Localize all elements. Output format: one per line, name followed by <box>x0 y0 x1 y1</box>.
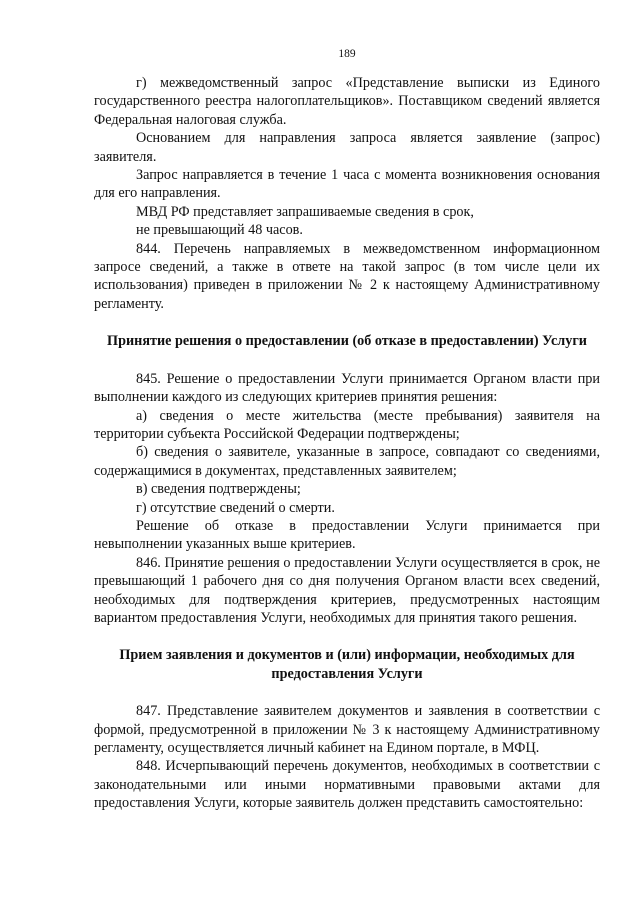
paragraph-criterion-v: в) сведения подтверждены; <box>136 481 301 498</box>
paragraph-refusal: Решение об отказе в предоставлении Услуги принимается при невыполнении указанных выше критериев. <box>94 517 600 553</box>
paragraph-mvd-deadline: не превышающий 48 часов. <box>136 222 303 239</box>
paragraph-848: 848. Исчерпывающий перечень документов, необходимых в соответствии с законодательными или иными нормативными правовыми актами для предоставления Услуги, которые заявитель должен представить самостоятельно: <box>94 758 600 812</box>
paragraph-844: 844. Перечень направляемых в межведомственном информационном запросе сведений, а также в ответе на такой запрос (в том числе цели их использования) приведен в приложении № 2 к настоящему Административному регламенту. <box>94 240 600 312</box>
paragraph-847: 847. Представление заявителем документов и заявления в соответствии с формой, предусмотренной в приложении № 3 к настоящему Административному регламенту, осуществляется личный кабинет на Едином портале, в МФЦ. <box>94 703 600 756</box>
paragraph-846: 846. Принятие решения о предоставлении Услуги осуществляется в срок, не превышающий 1 рабочего дня со дня получения Органом власти всех сведений, необходимых для подтверждения критериев, предусмотренных настоящим вариантом предоставления Услуги, необходимых для принятия такого решения. <box>94 554 600 626</box>
paragraph-845: 845. Решение о предоставлении Услуги принимается Органом власти при выполнении каждого из следующих критериев принятия решения: <box>94 370 600 406</box>
document-body <box>94 74 600 813</box>
paragraph-request-basis: Основанием для направления запроса является заявление (запрос) заявителя. <box>94 130 600 165</box>
paragraph-mvd-provides: МВД РФ представляет запрашиваемые сведения в срок, <box>136 203 474 220</box>
section-heading-application-intake: Прием заявления и документов и (или) информации, необходимых для предоставления Услуги <box>119 647 575 682</box>
section-heading-decision: Принятие решения о предоставлении (об отказе в предоставлении) Услуги <box>107 333 587 350</box>
paragraph-criterion-g: г) отсутствие сведений о смерти. <box>136 499 335 516</box>
paragraph-request-timing: Запрос направляется в течение 1 часа с момента возникновения основания для его направления. <box>94 167 600 202</box>
paragraph-interagency-request-g: г) межведомственный запрос «Представление выписки из Единого государственного реестра налогоплательщиков». Поставщиком сведений является Федеральная налоговая служба. <box>94 75 600 128</box>
paragraph-criterion-b: б) сведения о заявителе, указанные в запросе, совпадают со сведениями, содержащимися в документах, представленных заявителем; <box>94 444 600 479</box>
page-number: 189 <box>338 48 356 60</box>
paragraph-criterion-a: а) сведения о месте жительства (месте пребывания) заявителя на территории субъекта Российской Федерации подтверждены; <box>94 407 600 442</box>
